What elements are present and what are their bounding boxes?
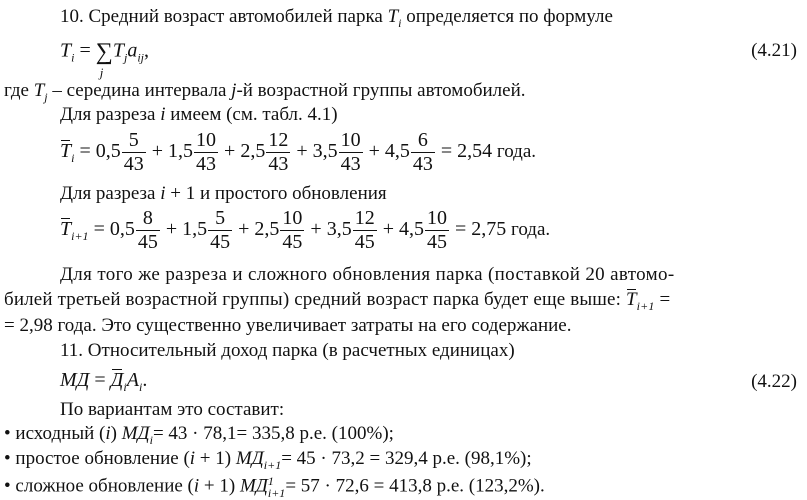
p10-intro-line: [60, 7, 613, 29]
term-coefficient: 3,5: [312, 140, 338, 163]
term-coefficient: 2,5: [240, 140, 266, 163]
plus-sign: +: [233, 218, 255, 241]
slice-i1-text-a: Для разреза: [60, 183, 161, 204]
where-prefix: где: [4, 80, 34, 101]
slice-i1-lhs: T: [60, 218, 72, 241]
complex-line2-text: билей третьей возрастной группы) средний возраст парка будет еще выше:: [4, 289, 622, 310]
bullet-var: i: [193, 475, 200, 497]
fraction-numerator: 5: [122, 130, 146, 153]
formula-a-sub: ij: [137, 50, 144, 65]
p11-rhs-a-sub: i: [138, 380, 143, 394]
bullet-text: исходный (: [15, 423, 106, 444]
bullet-text: простое обновление (: [15, 448, 190, 469]
slice-i1-text: [60, 184, 387, 203]
term-coefficient: 2,5: [254, 218, 280, 241]
term-coefficient: 0,5: [109, 218, 135, 241]
p10-intro-var: T: [387, 6, 399, 27]
p11-intro: 11. Относительный доход парка (в расчетных единицах): [60, 340, 515, 361]
fraction-denominator: 43: [196, 153, 217, 175]
slice-i-eq: =: [79, 140, 91, 163]
where-j: j: [231, 80, 237, 101]
p11-rhs-a: A: [126, 369, 139, 391]
formula-lhs: T: [60, 39, 72, 62]
bullet-md: МД: [239, 475, 268, 497]
slice-i-result: = 2,54: [440, 140, 493, 163]
formula-lhs-sub: i: [71, 50, 75, 65]
bullet-var: i: [189, 448, 196, 469]
plus-sign: +: [146, 140, 169, 163]
plus-sign: +: [377, 218, 399, 241]
fraction-numerator: 12: [354, 207, 375, 229]
sum-index: j: [99, 65, 104, 80]
fraction: [208, 208, 232, 253]
fraction: [411, 130, 435, 175]
bullet-text2: + 1): [199, 475, 240, 497]
slice-i-lhs-sub: i: [71, 151, 75, 166]
term-coefficient: 3,5: [326, 218, 352, 241]
p11-rhs-var: Д: [110, 369, 124, 391]
plus-sign: +: [363, 140, 385, 163]
bullet-md: МД: [235, 448, 264, 469]
slice-i-unit: года.: [492, 141, 537, 163]
bullet-calc: = 57 · 72,6 = 413,8 р.е. (123,2%).: [285, 475, 545, 497]
bullet-md: МД: [121, 423, 150, 444]
term-coefficient: 4,5: [384, 140, 410, 163]
slice-i1-lhs-sub: i+1: [71, 229, 89, 244]
term-coefficient: 1,5: [182, 218, 208, 241]
term-coefficient: 4,5: [398, 218, 424, 241]
slice-i-text-a: Для разреза: [60, 104, 161, 125]
fraction: [339, 130, 363, 175]
slice-i1-text-b: + 1 и простого обновления: [165, 183, 387, 204]
where-line: [4, 81, 526, 103]
bullet-text2: ): [110, 423, 122, 444]
formula-eq: =: [74, 39, 96, 62]
slice-i1-terms: [109, 207, 455, 253]
fraction-numerator: 10: [282, 207, 303, 229]
where-tail: -й возрастной группы автомобилей.: [236, 80, 526, 101]
term-coefficient: 0,5: [95, 140, 121, 163]
fraction-denominator: 45: [282, 231, 303, 253]
fraction-numerator: 10: [196, 129, 217, 151]
eq-number-4-21: (4.21): [751, 40, 797, 61]
slice-i1-unit: года.: [506, 219, 551, 241]
term-coefficient: 1,5: [168, 140, 194, 163]
fraction-denominator: 45: [354, 231, 375, 253]
complex-line2-var: T: [625, 289, 637, 310]
formula-end: ,: [144, 39, 149, 62]
fraction-numerator: 12: [268, 129, 289, 151]
formula-4-21: [60, 39, 149, 80]
fraction: [122, 130, 146, 175]
slice-i-equation: [60, 130, 536, 175]
slice-i-text: [60, 105, 338, 124]
plus-sign: +: [305, 218, 327, 241]
formula-body: T: [112, 39, 124, 62]
fraction-numerator: 6: [411, 130, 435, 153]
formula-a: a: [127, 39, 138, 62]
sum-sign: ∑ j: [95, 39, 113, 80]
bullet-item: [4, 475, 545, 499]
bullet-var: i: [105, 423, 111, 444]
bullet-dot: •: [4, 448, 11, 469]
fraction-denominator: 43: [412, 153, 433, 175]
fraction-numerator: 8: [136, 208, 160, 231]
fraction: [194, 130, 218, 175]
fraction: [425, 208, 449, 253]
plus-sign: +: [291, 140, 313, 163]
bullet-dot: •: [4, 423, 11, 444]
fraction: [266, 130, 290, 175]
bullet-md-sup: 1: [267, 474, 274, 488]
bullet-md-sub: i+1: [267, 486, 286, 500]
slice-i1-equation: [60, 208, 550, 253]
fraction-numerator: 10: [426, 207, 447, 229]
p10-intro-text: 10. Средний возраст автомобилей парка: [60, 6, 383, 27]
slice-i-terms: [95, 129, 441, 175]
fraction-denominator: 45: [137, 231, 158, 253]
bullet-md-sub: i+1: [263, 457, 282, 472]
fraction-denominator: 43: [123, 153, 144, 175]
fraction-denominator: 45: [210, 231, 231, 253]
bullet-item: [4, 424, 394, 446]
fraction-denominator: 43: [340, 153, 361, 175]
complex-line2-sub: i+1: [636, 298, 655, 313]
where-var-sub: j: [44, 89, 48, 104]
slice-i-lhs: T: [60, 140, 72, 163]
complex-line2: [4, 290, 670, 312]
bullet-text: сложное обновление (: [15, 475, 194, 497]
bullet-text2: + 1): [195, 448, 236, 469]
p11-lhs: МД: [60, 369, 90, 391]
where-text: – середина интервала: [47, 80, 232, 101]
complex-line3: = 2,98 года. Это существенно увеличивает затраты на его содержание.: [4, 315, 572, 336]
bullet-calc: = 45 · 73,2 = 329,4 р.е. (98,1%);: [281, 448, 532, 469]
bullet-calc: = 43 · 78,1= 335,8 р.е. (100%);: [152, 423, 394, 444]
fraction-denominator: 43: [268, 153, 289, 175]
complex-line1: Для того же разреза и сложного обновления парка (поставкой 20 автомо-: [60, 264, 675, 285]
fraction: [353, 208, 377, 253]
slice-i-var: i: [160, 104, 166, 125]
p11-rhs-sub: i: [123, 380, 127, 394]
slice-i-text-b: имеем (см. табл. 4.1): [165, 104, 338, 125]
where-var: T: [33, 80, 45, 101]
slice-i1-var: i: [160, 183, 166, 204]
p10-intro-tail: определяется по формуле: [401, 6, 613, 27]
slice-i1-result: = 2,75: [454, 218, 507, 241]
bullet-dot: •: [4, 475, 11, 497]
formula-body-sub: j: [123, 50, 128, 65]
slice-i1-eq: =: [93, 218, 105, 241]
formula-4-22: [60, 370, 147, 393]
p11-eq: =: [89, 369, 111, 391]
eq-number-4-22: (4.22): [751, 371, 797, 392]
plus-sign: +: [219, 140, 241, 163]
fraction: [280, 208, 304, 253]
fraction-numerator: 5: [208, 208, 232, 231]
p11-end: .: [142, 369, 148, 391]
complex-line2-eq: =: [654, 289, 671, 310]
p10-intro-var-sub: i: [398, 15, 402, 30]
bullet-item: [4, 449, 532, 471]
fraction: [136, 208, 160, 253]
variants-intro: По вариантам это составит:: [60, 399, 285, 420]
fraction-numerator: 10: [340, 129, 361, 151]
fraction-denominator: 45: [426, 231, 447, 253]
bullet-md-sub: i: [149, 432, 153, 447]
plus-sign: +: [160, 218, 183, 241]
